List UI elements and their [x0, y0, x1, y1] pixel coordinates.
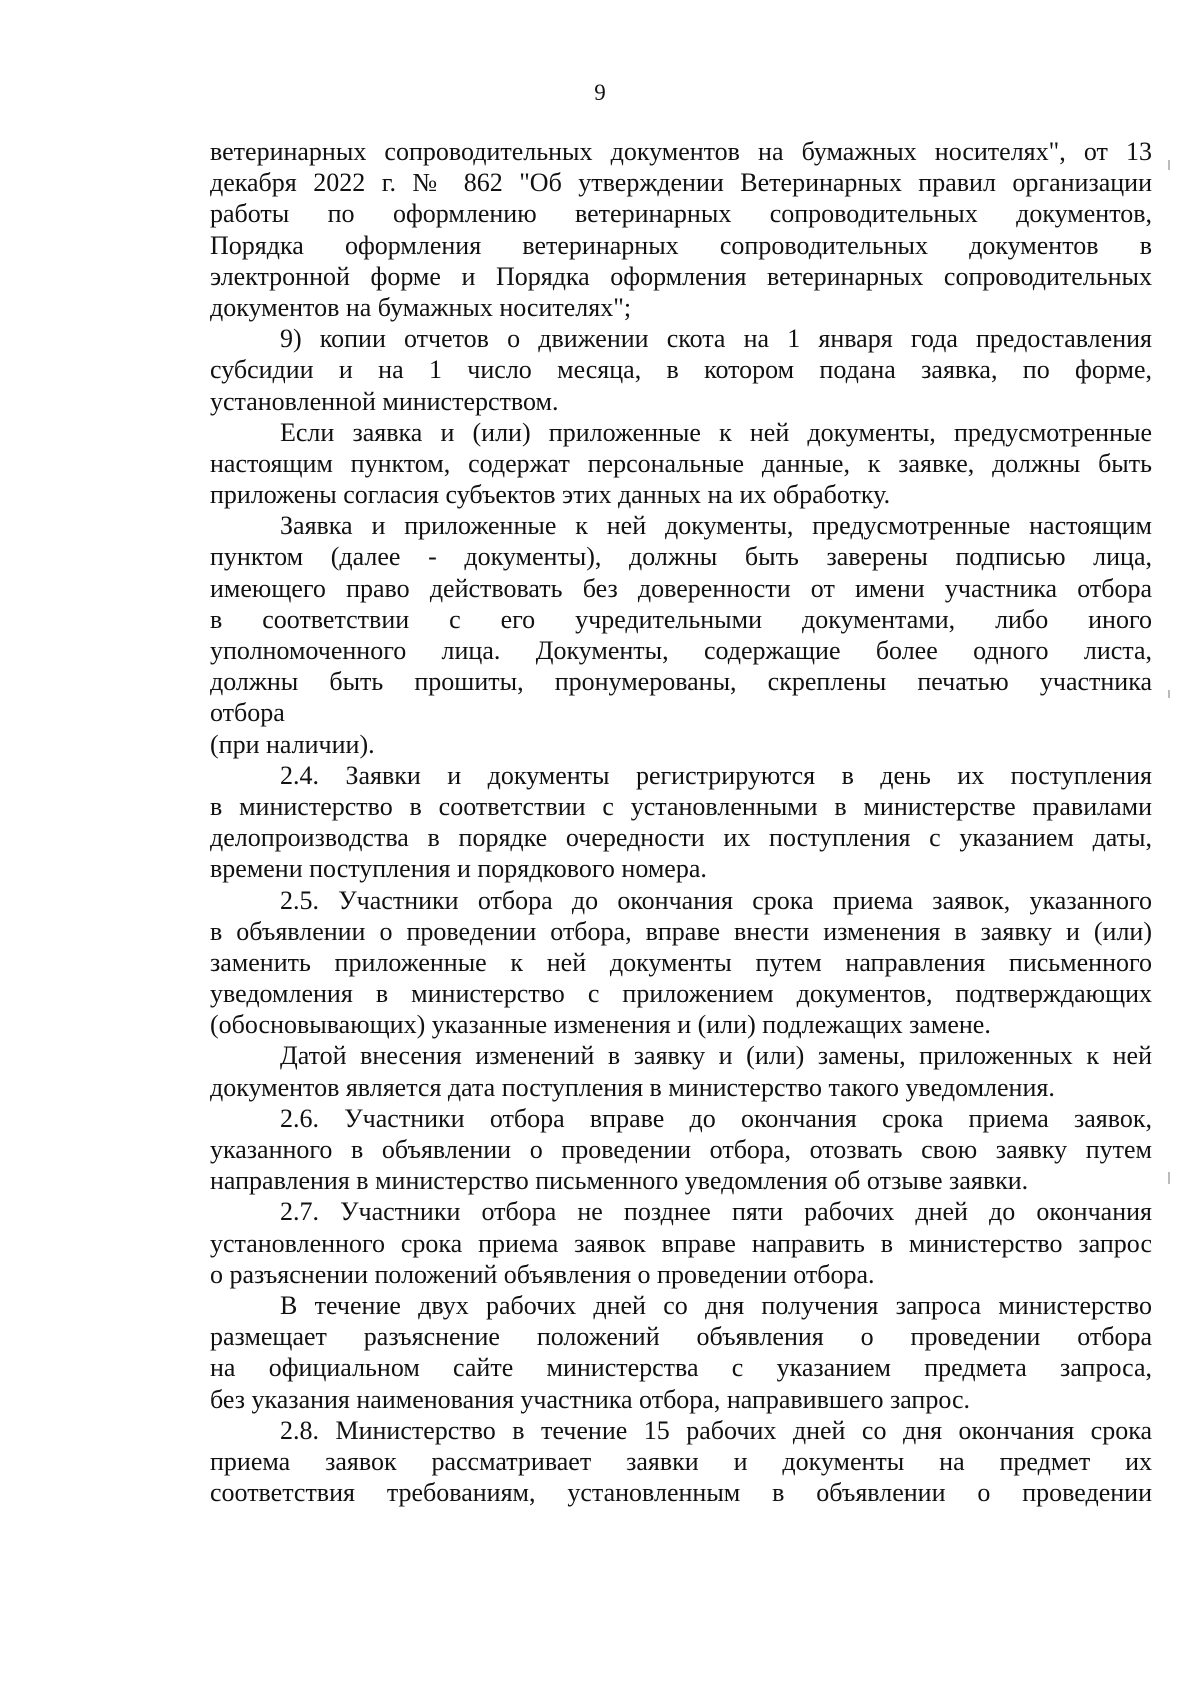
- text-line: отбора: [210, 698, 285, 728]
- text-line: Порядка оформления ветеринарных сопроводительных документов в: [210, 230, 1152, 260]
- text-line: должны быть прошиты, пронумерованы, скреплены печатью участника: [210, 667, 1152, 697]
- text-line: субсидии и на 1 число месяца, в котором подана заявка, по форме,: [210, 355, 1152, 385]
- text-line: документов является дата поступления в министерство такого уведомления.: [210, 1072, 1055, 1102]
- text-line: (обосновывающих) указанные изменения и (или) подлежащих замене.: [210, 1010, 991, 1040]
- text-line: пунктом (далее - документы), должны быть заверены подписью лица,: [210, 542, 1152, 572]
- text-line: 2.4. Заявки и документы регистрируются в день их поступления: [280, 760, 1152, 790]
- text-line: направления в министерство письменного уведомления об отзыве заявки.: [210, 1166, 1029, 1196]
- page-number: 9: [594, 80, 606, 105]
- text-line: 2.7. Участники отбора не позднее пяти рабочих дней до окончания: [280, 1197, 1152, 1227]
- text-line: 2.5. Участники отбора до окончания срока приема заявок, указанного: [280, 885, 1152, 915]
- scan-mark: [1168, 160, 1170, 170]
- text-line: электронной форме и Порядка оформления ветеринарных сопроводительных: [210, 261, 1152, 291]
- text-line: имеющего право действовать без доверенности от имени участника отбора: [210, 573, 1152, 603]
- text-line: декабря 2022 г. № 862 "Об утверждении Ветеринарных правил организации: [210, 168, 1152, 198]
- text-line: ветеринарных сопроводительных документов на бумажных носителях", от 13: [210, 137, 1152, 166]
- document-body: [210, 136, 1152, 1508]
- text-line: в объявлении о проведении отбора, вправе внести изменения в заявку и (или): [210, 916, 1152, 946]
- text-line: без указания наименования участника отбора, направившего запрос.: [210, 1384, 971, 1414]
- text-line: 2.8. Министерство в течение 15 рабочих дней со дня окончания срока: [280, 1415, 1152, 1445]
- text-line: Если заявка и (или) приложенные к ней документы, предусмотренные: [280, 417, 1152, 447]
- text-line: настоящим пунктом, содержат персональные данные, к заявке, должны быть: [210, 448, 1152, 478]
- text-line: уведомления в министерство с приложением документов, подтверждающих: [210, 979, 1152, 1009]
- text-line: установленного срока приема заявок вправе направить в министерство запрос: [210, 1228, 1152, 1258]
- text-line: заменить приложенные к ней документы путем направления письменного: [210, 947, 1152, 977]
- text-line: в министерство в соответствии с установленными в министерстве правилами: [210, 791, 1152, 821]
- text-line: установленной министерством.: [210, 386, 559, 416]
- scan-mark: [1168, 1172, 1170, 1184]
- text-line: В течение двух рабочих дней со дня получения запроса министерство: [280, 1290, 1152, 1320]
- text-line: соответствия требованиям, установленным в объявлении о проведении: [210, 1478, 1152, 1508]
- text-line: на официальном сайте министерства с указанием предмета запроса,: [210, 1353, 1152, 1383]
- text-line: приема заявок рассматривает заявки и документы на предмет их: [210, 1446, 1152, 1476]
- text-line: документов на бумажных носителях";: [210, 292, 632, 322]
- text-line: в соответствии с его учредительными документами, либо иного: [210, 604, 1152, 634]
- text-line: Заявка и приложенные к ней документы, предусмотренные настоящим: [280, 511, 1152, 541]
- text-line: 9) копии отчетов о движении скота на 1 января года предоставления: [280, 324, 1152, 354]
- text-line: делопроизводства в порядке очередности их поступления с указанием даты,: [210, 823, 1152, 853]
- text-line: Датой внесения изменений в заявку и (или) замены, приложенных к ней: [280, 1041, 1152, 1071]
- text-line: (при наличии).: [210, 729, 375, 759]
- text-line: приложены согласия субъектов этих данных на их обработку.: [210, 480, 891, 510]
- text-line: 2.6. Участники отбора вправе до окончания срока приема заявок,: [280, 1103, 1152, 1133]
- scan-mark: [1168, 690, 1170, 698]
- text-line: уполномоченного лица. Документы, содержащие более одного листа,: [210, 636, 1152, 665]
- text-line: указанного в объявлении о проведении отбора, отозвать свою заявку путем: [210, 1135, 1152, 1164]
- text-line: времени поступления и порядкового номера.: [210, 854, 707, 884]
- text-line: работы по оформлению ветеринарных сопроводительных документов,: [210, 199, 1152, 229]
- text-line: размещает разъяснение положений объявления о проведении отбора: [210, 1322, 1152, 1352]
- text-line: о разъяснении положений объявления о проведении отбора.: [210, 1259, 875, 1289]
